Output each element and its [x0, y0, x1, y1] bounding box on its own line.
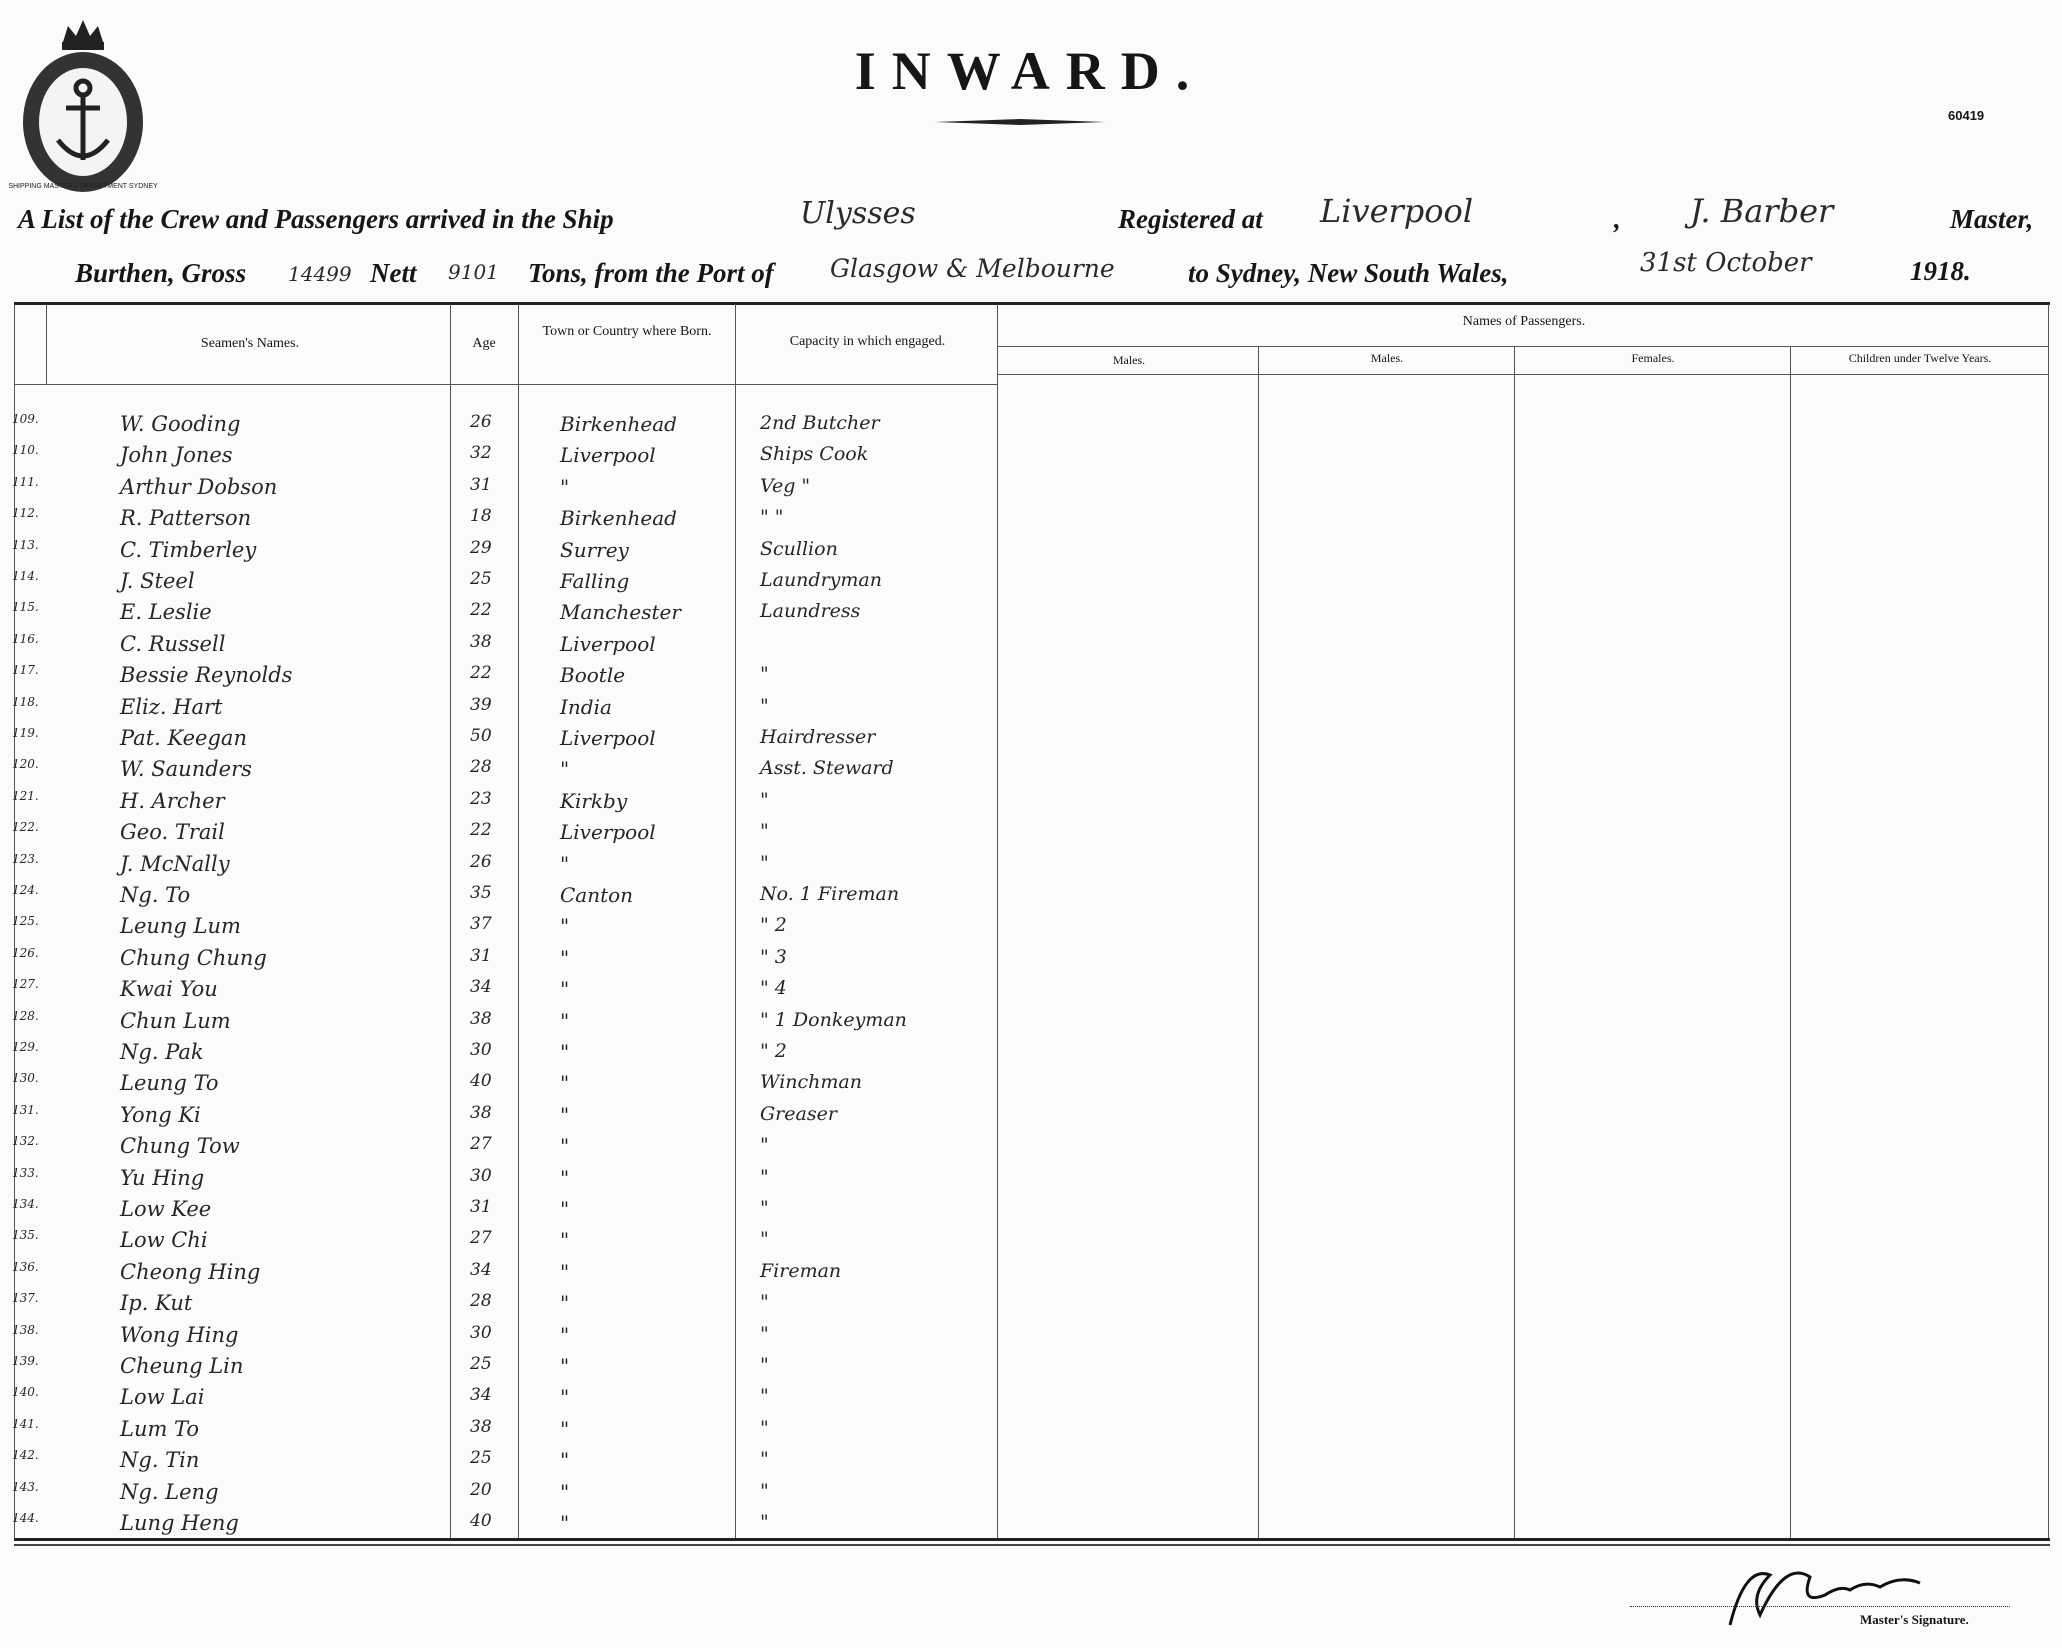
seaman-age: 34: [470, 1385, 492, 1405]
table-row: [0, 726, 1000, 757]
seaman-name: Ng. Tin: [120, 1448, 200, 1472]
table-row: [0, 663, 1000, 694]
row-number: 134.: [12, 1197, 39, 1211]
birthplace: ": [560, 1448, 570, 1472]
birthplace: ": [560, 946, 570, 970]
birthplace: Liverpool: [560, 632, 656, 656]
capacity-engaged: ": [760, 1323, 769, 1345]
table-row: [0, 1480, 1000, 1511]
seaman-name: J. Steel: [120, 569, 195, 593]
nett-label: Nett: [370, 258, 417, 288]
table-row: [0, 757, 1000, 788]
seaman-age: 38: [470, 1009, 492, 1029]
birthplace: ": [560, 852, 570, 876]
capacity-engaged: ": [760, 820, 769, 842]
row-number: 110.: [12, 443, 39, 457]
capacity-engaged: " 1 Donkeyman: [760, 1009, 907, 1031]
table-row: [0, 1071, 1000, 1102]
seaman-name: Chung Chung: [120, 946, 267, 970]
table-row: [0, 883, 1000, 914]
table-row: [0, 1103, 1000, 1134]
seaman-age: 50: [470, 726, 492, 746]
capacity-engaged: ": [760, 1291, 769, 1313]
birthplace: Liverpool: [560, 726, 656, 750]
capacity-engaged: Veg ": [760, 475, 811, 497]
row-number: 137.: [12, 1291, 39, 1305]
row-number: 128.: [12, 1009, 39, 1023]
birthplace: ": [560, 1228, 570, 1252]
num-column-rule: [46, 304, 47, 384]
seaman-age: 25: [470, 1448, 492, 1468]
capacity-engaged: " 2: [760, 1040, 787, 1062]
seaman-age: 34: [470, 1260, 492, 1280]
row-number: 123.: [12, 852, 39, 866]
master-name: J. Barber: [1690, 192, 1834, 230]
seaman-age: 40: [470, 1511, 492, 1531]
seaman-age: 26: [470, 852, 492, 872]
table-row: [0, 600, 1000, 631]
seaman-name: Kwai You: [120, 977, 218, 1001]
capacity-engaged: " 4: [760, 977, 787, 999]
table-row: [0, 977, 1000, 1008]
seaman-name: W. Saunders: [120, 757, 252, 781]
seaman-age: 30: [470, 1166, 492, 1186]
document-number: 60419: [1948, 108, 1985, 123]
registered-port: Liverpool: [1320, 192, 1474, 230]
table-row: [0, 1228, 1000, 1259]
seaman-name: Chun Lum: [120, 1009, 231, 1033]
seaman-age: 35: [470, 883, 492, 903]
seaman-name: C. Russell: [120, 632, 226, 656]
birthplace: Canton: [560, 883, 634, 907]
table-row: [0, 852, 1000, 883]
seaman-age: 25: [470, 1354, 492, 1374]
seaman-name: R. Patterson: [120, 506, 252, 530]
table-row: [0, 1134, 1000, 1165]
row-number: 142.: [12, 1448, 39, 1462]
seaman-age: 26: [470, 412, 492, 432]
col-females: Females.: [1631, 351, 1675, 365]
row-number: 127.: [12, 977, 39, 991]
seaman-name: C. Timberley: [120, 538, 257, 562]
row-number: 122.: [12, 820, 39, 834]
capacity-engaged: 2nd Butcher: [760, 412, 880, 434]
capacity-engaged: No. 1 Fireman: [760, 883, 900, 905]
port-of-departure: Glasgow & Melbourne: [830, 254, 1115, 283]
seaman-age: 38: [470, 1417, 492, 1437]
tons-from-port-label: Tons, from the Port of: [528, 258, 774, 288]
capacity-engaged: ": [760, 1166, 769, 1188]
row-number: 130.: [12, 1071, 39, 1085]
passengers-subheader-rule: [997, 346, 2048, 347]
master-label: Master,: [1950, 204, 2034, 234]
seaman-age: 40: [470, 1071, 492, 1091]
birthplace: ": [560, 1323, 570, 1347]
table-bottom-rule-double: [14, 1544, 2050, 1546]
seaman-name: Ng. Pak: [120, 1040, 204, 1064]
birthplace: ": [560, 475, 570, 499]
capacity-engaged: Laundress: [760, 600, 861, 622]
capacity-engaged: ": [760, 1197, 769, 1219]
seaman-age: 34: [470, 977, 492, 997]
seaman-name: H. Archer: [120, 789, 225, 813]
row-number: 129.: [12, 1040, 39, 1054]
destination-label: to Sydney, New South Wales,: [1188, 258, 1509, 288]
capacity-engaged: Winchman: [760, 1071, 862, 1093]
birthplace: ": [560, 1166, 570, 1190]
row-number: 133.: [12, 1166, 39, 1180]
seaman-age: 32: [470, 443, 492, 463]
table-row: [0, 412, 1000, 443]
seaman-name: Geo. Trail: [120, 820, 225, 844]
row-number: 131.: [12, 1103, 39, 1117]
seaman-age: 25: [470, 569, 492, 589]
header-bottom-rule-left: [14, 384, 998, 385]
seaman-age: 39: [470, 695, 492, 715]
birthplace: ": [560, 1480, 570, 1504]
table-row: [0, 569, 1000, 600]
row-number: 121.: [12, 789, 39, 803]
row-number: 125.: [12, 914, 39, 928]
birthplace: ": [560, 1009, 570, 1033]
birthplace: ": [560, 977, 570, 1001]
row-number: 118.: [12, 695, 39, 709]
col-passengers: Names of Passengers.: [1462, 314, 1586, 329]
capacity-engaged: ": [760, 663, 769, 685]
birthplace: ": [560, 1291, 570, 1315]
seaman-age: 18: [470, 506, 492, 526]
seaman-name: Low Kee: [120, 1197, 212, 1221]
table-row: [0, 1166, 1000, 1197]
year: 1918.: [1910, 256, 1971, 286]
birthplace: Birkenhead: [560, 506, 677, 530]
seaman-age: 30: [470, 1323, 492, 1343]
row-number: 139.: [12, 1354, 39, 1368]
capacity-engaged: Scullion: [760, 538, 838, 560]
birthplace: ": [560, 1260, 570, 1284]
table-row: [0, 443, 1000, 474]
comma-separator: ,: [1614, 204, 1621, 234]
seaman-name: Bessie Reynolds: [120, 663, 293, 687]
capacity-engaged: ": [760, 695, 769, 717]
capacity-engaged: ": [760, 789, 769, 811]
seaman-name: Pat. Keegan: [120, 726, 247, 750]
capacity-engaged: " ": [760, 506, 784, 528]
table-row: [0, 1291, 1000, 1322]
passengers-header-bottom-rule: [997, 374, 2048, 375]
nett-tons: 9101: [448, 260, 499, 284]
seaman-name: Cheung Lin: [120, 1354, 244, 1378]
seaman-age: 22: [470, 600, 492, 620]
seaman-age: 37: [470, 914, 492, 934]
seaman-age: 31: [470, 1197, 492, 1217]
seaman-age: 31: [470, 946, 492, 966]
birthplace: Liverpool: [560, 443, 656, 467]
table-row: [0, 1354, 1000, 1385]
birthplace: Kirkby: [560, 789, 628, 813]
arrival-date: 31st October: [1640, 248, 1812, 278]
row-number: 120.: [12, 757, 39, 771]
seaman-name: Cheong Hing: [120, 1260, 261, 1284]
table-row: [0, 475, 1000, 506]
shipping-masters-seal: [8, 12, 158, 192]
table-row: [0, 946, 1000, 977]
burthen-label: Burthen, Gross: [75, 258, 247, 288]
seaman-name: Ng. To: [120, 883, 191, 907]
seaman-name: J. McNally: [120, 852, 230, 876]
row-number: 112.: [12, 506, 39, 520]
seaman-name: Leung Lum: [120, 914, 241, 938]
seaman-name: Leung To: [120, 1071, 219, 1095]
birthplace: ": [560, 1417, 570, 1441]
col-children: Children under Twelve Years.: [1848, 351, 1992, 365]
table-row: [0, 1385, 1000, 1416]
row-number: 144.: [12, 1511, 39, 1525]
seaman-name: Wong Hing: [120, 1323, 239, 1347]
seaman-name: Low Lai: [120, 1385, 205, 1409]
table-top-rule: [14, 302, 2050, 305]
seaman-name: Ip. Kut: [120, 1291, 193, 1315]
col-males-2: Males.: [1370, 351, 1404, 365]
ship-name: Ulysses: [800, 196, 916, 231]
row-number: 138.: [12, 1323, 39, 1337]
table-row: [0, 820, 1000, 851]
seaman-age: 27: [470, 1134, 492, 1154]
seaman-age: 31: [470, 475, 492, 495]
row-number: 132.: [12, 1134, 39, 1148]
capacity-engaged: Hairdresser: [760, 726, 876, 748]
seaman-name: Low Chi: [120, 1228, 208, 1252]
seaman-age: 28: [470, 757, 492, 777]
table-row: [0, 1417, 1000, 1448]
capacity-engaged: " 3: [760, 946, 787, 968]
seaman-name: John Jones: [120, 443, 233, 467]
birthplace: ": [560, 1071, 570, 1095]
seaman-name: Eliz. Hart: [120, 695, 223, 719]
seaman-age: 30: [470, 1040, 492, 1060]
seaman-age: 29: [470, 538, 492, 558]
birthplace: ": [560, 1385, 570, 1409]
seaman-name: W. Gooding: [120, 412, 241, 436]
birthplace: Bootle: [560, 663, 626, 687]
seaman-name: Ng. Leng: [120, 1480, 219, 1504]
table-row: [0, 1009, 1000, 1040]
capacity-engaged: ": [760, 1228, 769, 1250]
seaman-age: 22: [470, 663, 492, 683]
birthplace: Liverpool: [560, 820, 656, 844]
capacity-engaged: Asst. Steward: [760, 757, 894, 779]
row-number: 113.: [12, 538, 39, 552]
col-age: Age: [472, 336, 496, 351]
title-ornament: [935, 118, 1105, 126]
capacity-engaged: ": [760, 852, 769, 874]
row-number: 124.: [12, 883, 39, 897]
table-row: [0, 506, 1000, 537]
table-row: [0, 914, 1000, 945]
signature-line: [1630, 1606, 2010, 1607]
males1-column-rule: [1258, 346, 1259, 1540]
capacity-engaged: Laundryman: [760, 569, 882, 591]
capacity-engaged: Fireman: [760, 1260, 842, 1282]
birthplace: ": [560, 1511, 570, 1535]
list-intro-label: A List of the Crew and Passengers arrived in the Ship: [18, 204, 614, 234]
birthplace: ": [560, 1197, 570, 1221]
birthplace: Manchester: [560, 600, 681, 624]
seaman-age: 28: [470, 1291, 492, 1311]
table-row: [0, 632, 1000, 663]
col-town-born: Town or Country where Born.: [542, 324, 712, 339]
capacity-engaged: ": [760, 1417, 769, 1439]
row-number: 140.: [12, 1385, 39, 1399]
birthplace: ": [560, 1103, 570, 1127]
row-number: 119.: [12, 726, 39, 740]
registered-label: Registered at: [1118, 204, 1263, 234]
birthplace: ": [560, 1040, 570, 1064]
table-row: [0, 1040, 1000, 1071]
seaman-age: 22: [470, 820, 492, 840]
row-number: 109.: [12, 412, 39, 426]
seaman-name: Lum To: [120, 1417, 200, 1441]
males2-column-rule: [1514, 346, 1515, 1540]
capacity-engaged: ": [760, 1385, 769, 1407]
table-bottom-rule: [14, 1538, 2050, 1541]
seaman-name: Yu Hing: [120, 1166, 205, 1190]
row-number: 126.: [12, 946, 39, 960]
col-seamen-names: Seamen's Names.: [200, 336, 300, 351]
seal-text: SHIPPING MASTERS DEPARTMENT SYDNEY: [8, 183, 158, 190]
master-signature: [1760, 1566, 1894, 1601]
row-number: 114.: [12, 569, 39, 583]
capacity-engaged: ": [760, 1134, 769, 1156]
birthplace: Falling: [560, 569, 630, 593]
row-number: 116.: [12, 632, 39, 646]
seaman-age: 38: [470, 632, 492, 652]
row-number: 111.: [12, 475, 39, 489]
birthplace: Surrey: [560, 538, 629, 562]
row-number: 136.: [12, 1260, 39, 1274]
signature-label: Master's Signature.: [1860, 1612, 1969, 1627]
col-capacity: Capacity in which engaged.: [789, 334, 946, 349]
table-row: [0, 538, 1000, 569]
table-right-border: [2048, 304, 2049, 1540]
row-number: 115.: [12, 600, 39, 614]
birthplace: Birkenhead: [560, 412, 677, 436]
seaman-name: Arthur Dobson: [120, 475, 278, 499]
row-number: 141.: [12, 1417, 39, 1431]
table-row: [0, 789, 1000, 820]
capacity-engaged: ": [760, 1354, 769, 1376]
seaman-age: 20: [470, 1480, 492, 1500]
seaman-name: E. Leslie: [120, 600, 212, 624]
capacity-engaged: ": [760, 1511, 769, 1533]
capacity-engaged: Greaser: [760, 1103, 837, 1125]
seaman-name: Chung Tow: [120, 1134, 240, 1158]
table-row: [0, 695, 1000, 726]
birthplace: ": [560, 914, 570, 938]
table-row: [0, 1323, 1000, 1354]
seaman-age: 23: [470, 789, 492, 809]
document-title: INWARD.: [854, 41, 1206, 101]
birthplace: ": [560, 1134, 570, 1158]
seaman-name: Yong Ki: [120, 1103, 201, 1127]
row-number: 135.: [12, 1228, 39, 1242]
row-number: 143.: [12, 1480, 39, 1494]
gross-tons: 14499: [288, 262, 352, 286]
capacity-engaged: ": [760, 1480, 769, 1502]
table-row: [0, 1448, 1000, 1479]
seaman-age: 27: [470, 1228, 492, 1248]
table-row: [0, 1197, 1000, 1228]
birthplace: India: [560, 695, 612, 719]
females-column-rule: [1790, 346, 1791, 1540]
capacity-engaged: ": [760, 1448, 769, 1470]
seaman-age: 38: [470, 1103, 492, 1123]
table-row: [0, 1260, 1000, 1291]
seaman-name: Lung Heng: [120, 1511, 239, 1535]
col-males-1: Males.: [1112, 353, 1146, 367]
capacity-engaged: Ships Cook: [760, 443, 869, 465]
birthplace: ": [560, 1354, 570, 1378]
birthplace: ": [560, 757, 570, 781]
row-number: 117.: [12, 663, 39, 677]
capacity-engaged: " 2: [760, 914, 787, 936]
